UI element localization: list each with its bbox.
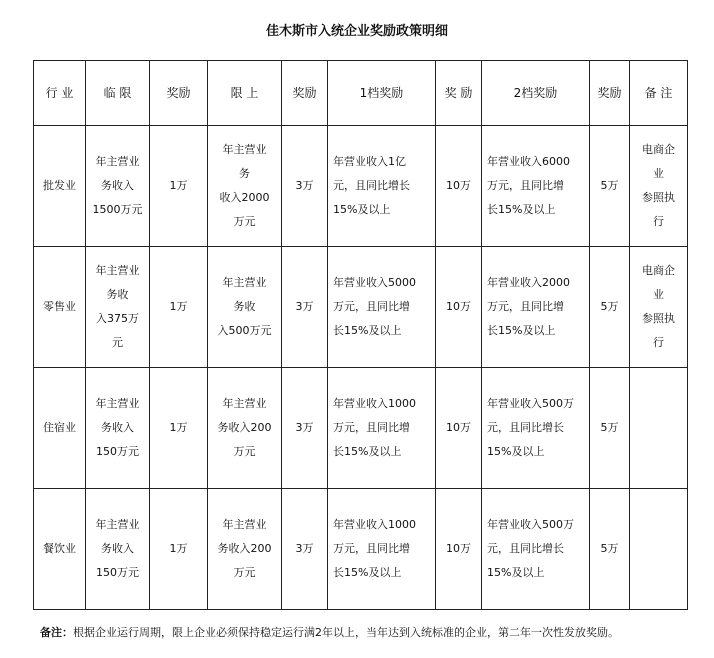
cell-tier1: 年营业收入1000 万元，且同比增 长15%及以上 xyxy=(328,489,436,610)
header-reward: 奖 励 xyxy=(436,61,482,126)
cell-remark: 电商企 业 参照执 行 xyxy=(630,247,688,368)
cell-industry: 零售业 xyxy=(34,247,86,368)
cell-xian-shang: 年主营业 务 收入2000 万元 xyxy=(208,126,282,247)
cell-remark xyxy=(630,489,688,610)
header-tier2-reward: 2档奖励 xyxy=(482,61,590,126)
header-industry: 行 业 xyxy=(34,61,86,126)
cell-tier1: 年营业收入1000 万元，且同比增 长15%及以上 xyxy=(328,368,436,489)
cell-reward: 5万 xyxy=(590,247,630,368)
table-row xyxy=(34,489,688,610)
cell-reward: 10万 xyxy=(436,126,482,247)
cell-remark xyxy=(630,368,688,489)
cell-reward: 10万 xyxy=(436,247,482,368)
table-row xyxy=(34,368,688,489)
footnote xyxy=(40,624,619,640)
cell-reward: 1万 xyxy=(150,489,208,610)
cell-remark: 电商企 业 参照执 行 xyxy=(630,126,688,247)
footnote-label: 备注： xyxy=(40,626,73,639)
document-title: 佳木斯市入统企业奖励政策明细 xyxy=(265,24,448,39)
cell-xian-shang: 年主营业 务收 入500万元 xyxy=(208,247,282,368)
reward-policy-table xyxy=(33,60,688,610)
table-header-row xyxy=(34,61,688,126)
table-row xyxy=(34,247,688,368)
cell-industry: 批发业 xyxy=(34,126,86,247)
cell-reward: 10万 xyxy=(436,489,482,610)
cell-reward: 5万 xyxy=(590,489,630,610)
header-lin-xian: 临 限 xyxy=(86,61,150,126)
cell-lin-xian: 年主营业 务收 入375万 元 xyxy=(86,247,150,368)
header-reward: 奖励 xyxy=(150,61,208,126)
cell-reward: 1万 xyxy=(150,126,208,247)
table-row xyxy=(34,126,688,247)
cell-reward: 3万 xyxy=(282,247,328,368)
cell-industry: 住宿业 xyxy=(34,368,86,489)
header-reward: 奖励 xyxy=(590,61,630,126)
cell-lin-xian: 年主营业 务收入 1500万元 xyxy=(86,126,150,247)
cell-xian-shang: 年主营业 务收入200 万元 xyxy=(208,368,282,489)
cell-xian-shang: 年主营业 务收入200 万元 xyxy=(208,489,282,610)
cell-tier1: 年营业收入1亿 元，且同比增长 15%及以上 xyxy=(328,126,436,247)
header-remark: 备 注 xyxy=(630,61,688,126)
cell-reward: 3万 xyxy=(282,126,328,247)
cell-reward: 5万 xyxy=(590,368,630,489)
cell-reward: 1万 xyxy=(150,247,208,368)
header-reward: 奖励 xyxy=(282,61,328,126)
cell-reward: 5万 xyxy=(590,126,630,247)
cell-tier2: 年营业收入2000 万元，且同比增 长15%及以上 xyxy=(482,247,590,368)
cell-industry: 餐饮业 xyxy=(34,489,86,610)
cell-tier1: 年营业收入5000 万元，且同比增 长15%及以上 xyxy=(328,247,436,368)
cell-reward: 3万 xyxy=(282,368,328,489)
cell-lin-xian: 年主营业 务收入 150万元 xyxy=(86,489,150,610)
header-xian-shang: 限 上 xyxy=(208,61,282,126)
cell-reward: 3万 xyxy=(282,489,328,610)
cell-reward: 10万 xyxy=(436,368,482,489)
footnote-text: 根据企业运行周期，限上企业必须保持稳定运行满2年以上，当年达到入统标准的企业，第二年一次性发放奖励。 xyxy=(73,626,619,639)
cell-lin-xian: 年主营业 务收入 150万元 xyxy=(86,368,150,489)
cell-reward: 1万 xyxy=(150,368,208,489)
cell-tier2: 年营业收入6000 万元，且同比增 长15%及以上 xyxy=(482,126,590,247)
cell-tier2: 年营业收入500万 元，且同比增长 15%及以上 xyxy=(482,368,590,489)
header-tier1-reward: 1档奖励 xyxy=(328,61,436,126)
cell-tier2: 年营业收入500万 元，且同比增长 15%及以上 xyxy=(482,489,590,610)
